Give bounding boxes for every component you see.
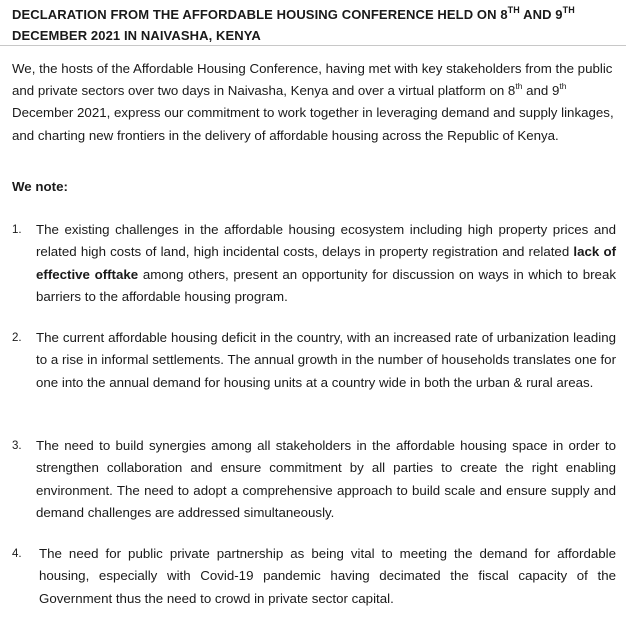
note-heading: We note: <box>12 179 68 194</box>
list-item-text: The current affordable housing deficit in the country, with an increased rate of urbanization leading to a rise in informal settlements. The annual growth in the number of households translates one for one into the annual demand for housing units at a country wide in both the urban & rural areas. <box>36 330 616 390</box>
list-item <box>12 435 616 525</box>
intro-text-2: and 9 <box>522 83 560 99</box>
list-item <box>12 543 616 610</box>
title-superscript-1: TH <box>507 4 520 15</box>
intro-superscript-1: th <box>515 80 523 91</box>
list-item-number: 4. <box>12 548 22 560</box>
intro-superscript-2: th <box>559 80 567 91</box>
list-item-text: The need to build synergies among all stakeholders in the affordable housing space in order to strengthen collaboration and ensure commitment by all parties to create the right enabling environment. The need to adopt a comprehensive approach to build scale and ensure supply and demand challenges are addressed simultaneously. <box>36 438 616 521</box>
list-item-text: The need for public private partnership as being vital to meeting the demand for affordable housing, especially with Covid-19 pandemic having decimated the fiscal capacity of the Government thus the need to crowd in private sector capital. <box>39 546 616 606</box>
title-text-3: DECEMBER 2021 IN NAIVASHA, KENYA <box>12 28 261 43</box>
list-item-number: 3. <box>12 440 22 452</box>
document-title <box>12 4 616 46</box>
intro-text-3: December 2021, express our commitment to work together in leveraging demand and supply linkages, and charting new frontiers in the delivery of affordable housing across the Republic of Kenya. <box>12 105 614 143</box>
list-item-text-after: among others, present an opportunity for discussion on ways in which to break barriers to the affordable housing program. <box>36 266 616 305</box>
title-text-1: DECLARATION FROM THE AFFORDABLE HOUSING CONFERENCE HELD ON 8 <box>12 7 508 22</box>
list-item-text-bold: lack of effective offtake <box>36 244 616 282</box>
list-item <box>12 327 616 394</box>
list-item <box>12 219 616 309</box>
title-superscript-2: TH <box>562 4 575 15</box>
list-item-text <box>36 219 616 309</box>
list-item-number: 2. <box>12 332 22 344</box>
list-item-text-before: The existing challenges in the affordable housing ecosystem including high property prices and related high costs of land, high incidental costs, delays in property registration and related <box>36 222 616 260</box>
title-divider <box>0 45 626 46</box>
intro-text-1: We, the hosts of the Affordable Housing Conference, having met with key stakeholders from the public and private sectors over two days in Naivasha, Kenya and over a virtual platform on 8 <box>12 61 613 99</box>
list-item-number: 1. <box>12 224 22 236</box>
intro-paragraph <box>12 58 616 147</box>
title-text-2: AND 9 <box>519 7 563 22</box>
